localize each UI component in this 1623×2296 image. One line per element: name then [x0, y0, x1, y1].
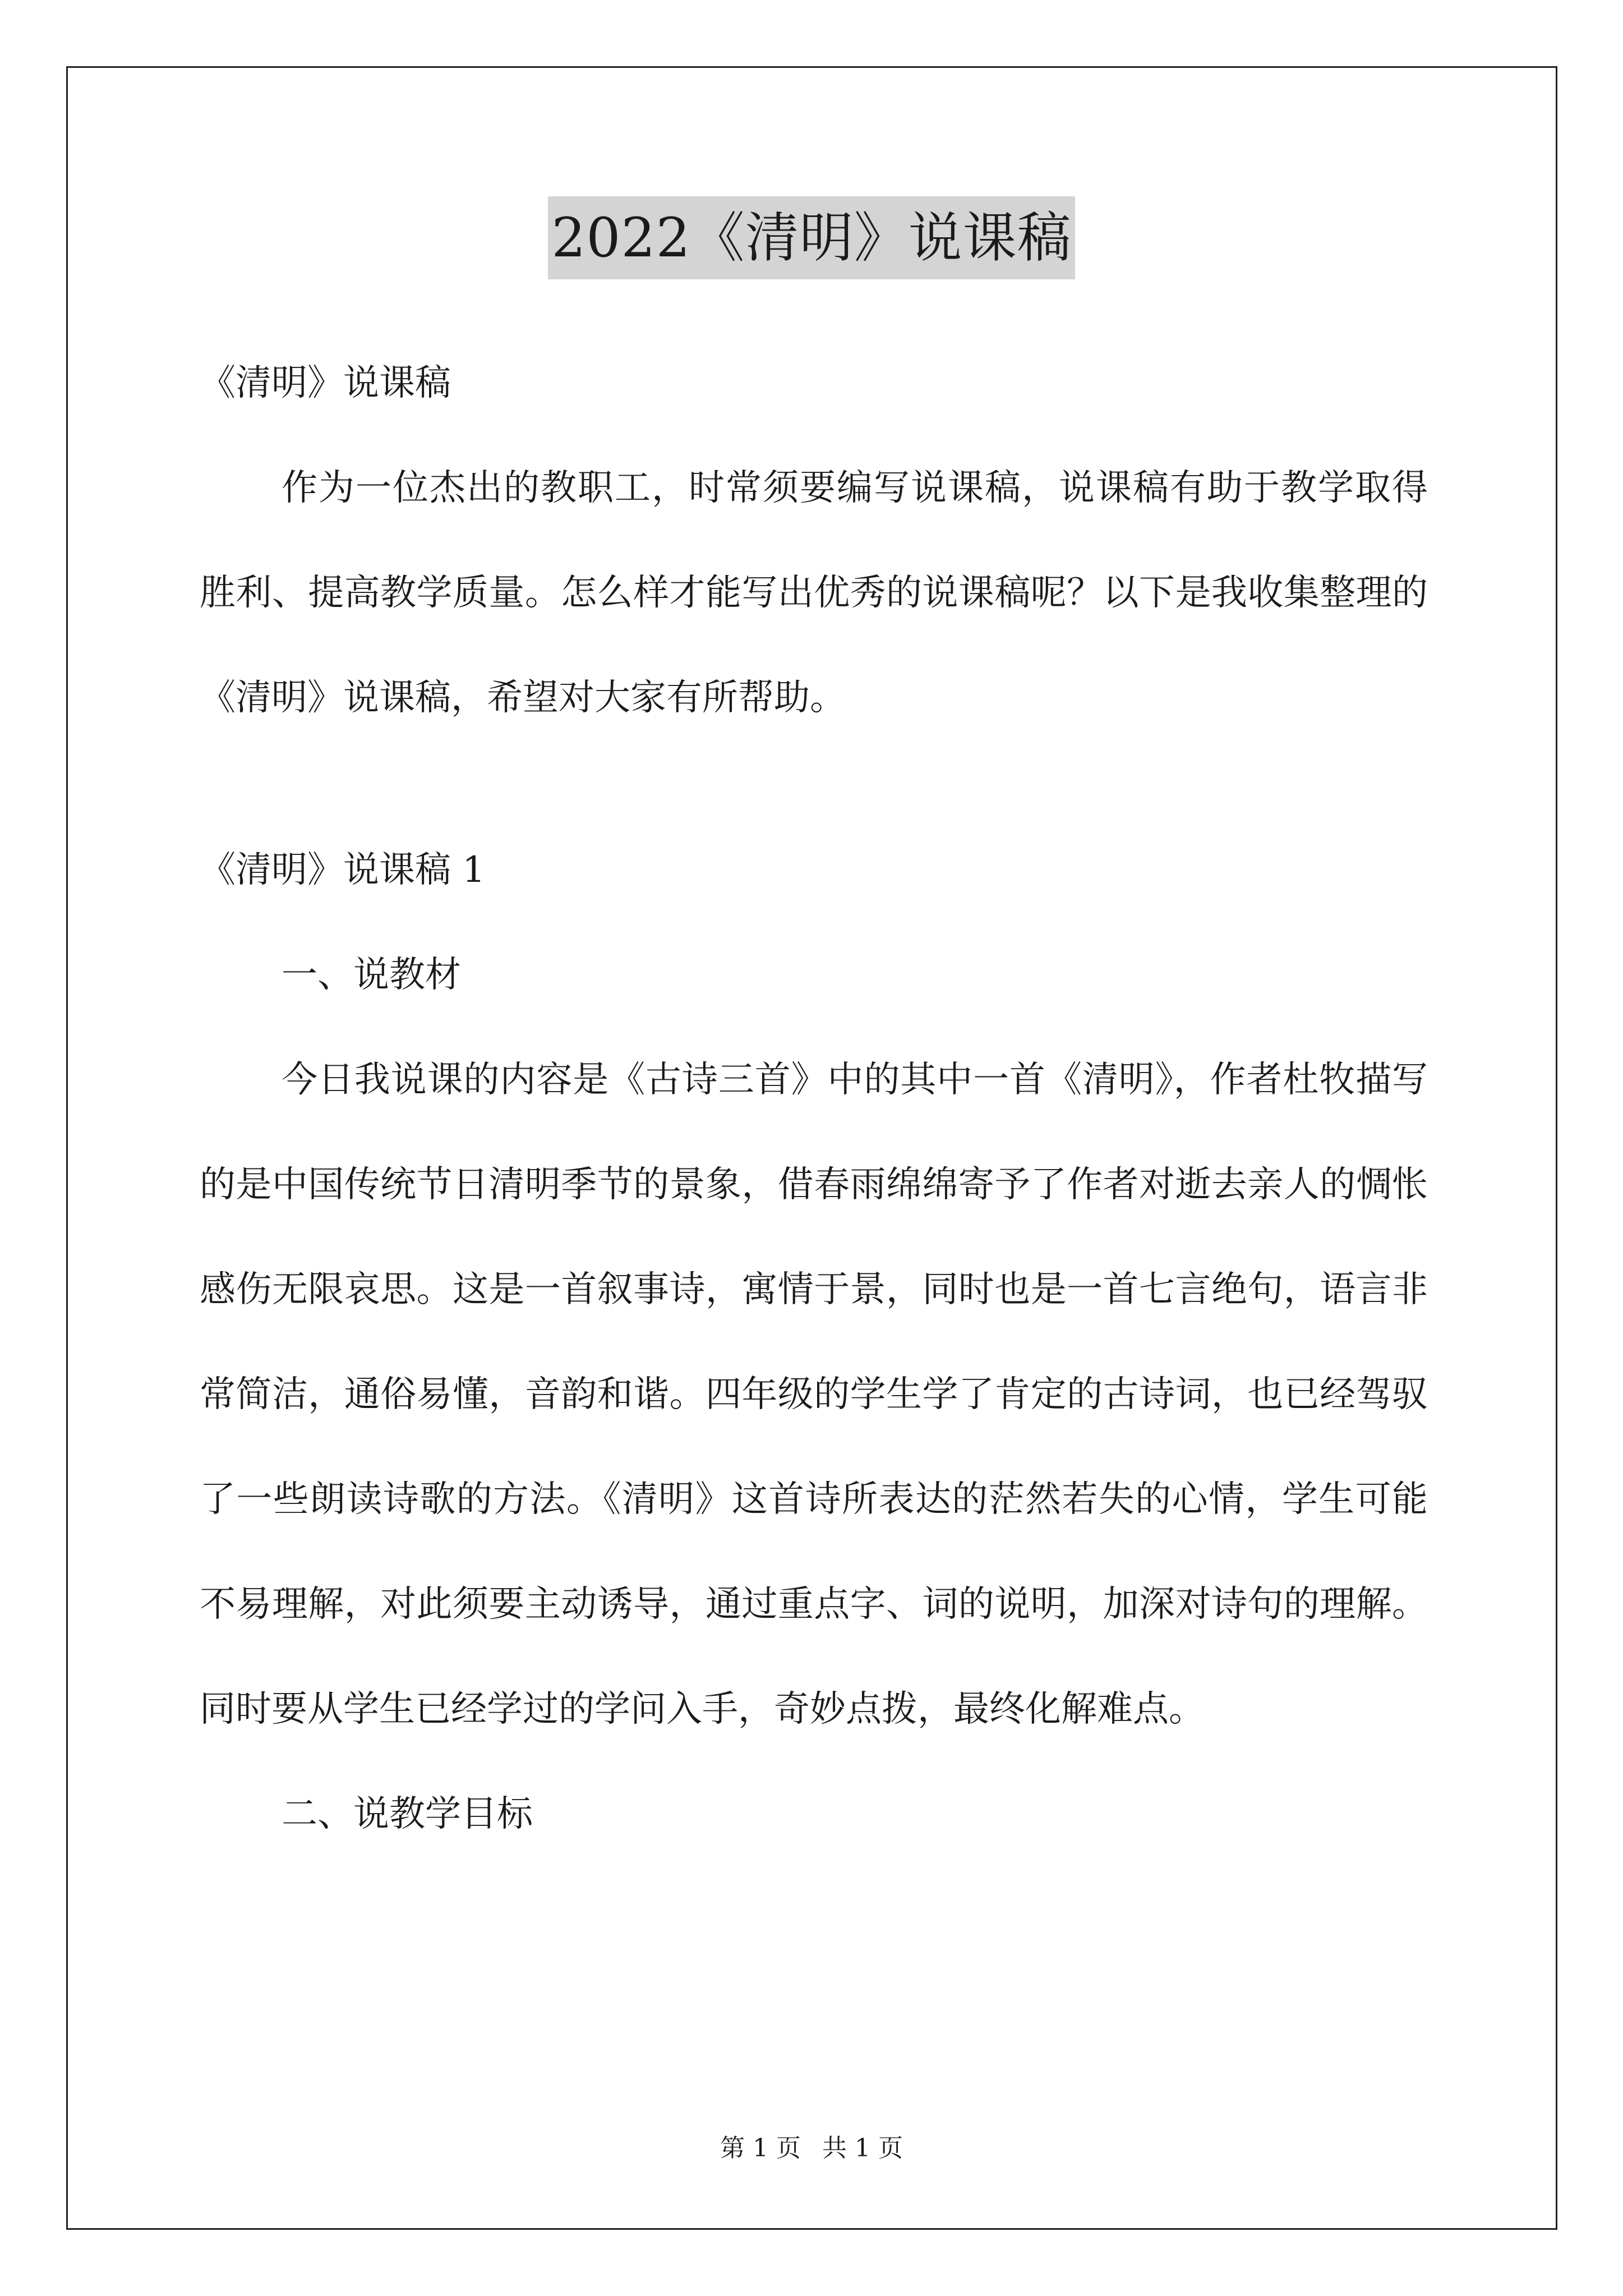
subtitle: 《清明》说课稿 [200, 362, 451, 404]
title-container [0, 196, 1623, 279]
document-body [200, 331, 1428, 1867]
page-total: 共 1 页 [822, 2134, 903, 2162]
section-title: 《清明》说课稿 1 [200, 849, 486, 891]
section-spacer [200, 751, 1428, 818]
intro-paragraph: 作为一位杰出的教职工，时常须要编写说课稿，说课稿有助于教学取得胜利、提高教学质量。怎么样才能写出优秀的说课稿呢？以下是我收集整理的《清明》说课稿，希望对大家有所帮助。 [200, 467, 1428, 719]
document-title: 2022《清明》说课稿 [548, 196, 1075, 279]
page-footer [0, 2132, 1623, 2165]
heading-teaching-goals: 二、说教学目标 [282, 1793, 533, 1835]
paragraph-teaching-material: 今日我说课的内容是《古诗三首》中的其中一首《清明》，作者杜牧描写的是中国传统节日清明季节的景象，借春雨绵绵寄予了作者对逝去亲人的惆怅感伤无限哀思。这是一首叙事诗，寓情于景，同时也是一首七言绝句，语言非常简洁，通俗易懂，音韵和谐。四年级的学生学了肯定的古诗词，也已经驾驭了一些朗读诗歌的方法。《清明》这首诗所表达的茫然若失的心情，学生可能不易理解，对此须要主动诱导，通过重点字、词的说明，加深对诗句的理解。同时要从学生已经学过的学问入手，奇妙点拨，最终化解难点。 [200, 1059, 1428, 1730]
heading-teaching-material: 一、说教材 [282, 954, 461, 996]
page-number: 第 1 页 [720, 2134, 801, 2162]
